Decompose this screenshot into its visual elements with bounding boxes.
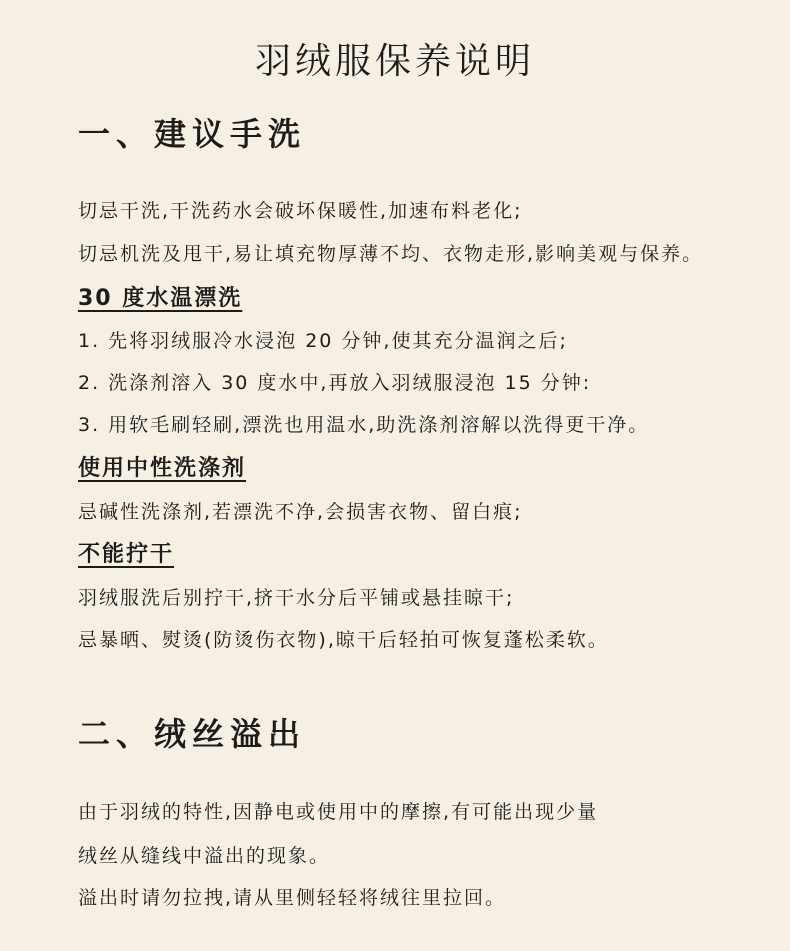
page-title: 羽绒服保养说明 xyxy=(254,41,535,82)
paragraph-line: 由于羽绒的特性,因静电或使用中的摩擦,有可能出现少量 xyxy=(78,801,599,823)
list-item: 3. 用软毛刷轻刷,漂洗也用温水,助洗涤剂溶解以洗得更干净。 xyxy=(78,414,650,436)
paragraph-line: 绒丝从缝线中溢出的现象。 xyxy=(78,845,331,867)
subheading-neutral-detergent: 使用中性洗涤剂 xyxy=(78,456,247,481)
paragraph-line: 溢出时请勿拉拽,请从里侧轻轻将绒往里拉回。 xyxy=(78,887,507,909)
paragraph-line: 忌暴晒、熨烫(防烫伤衣物),晾干后轻拍可恢复蓬松柔软。 xyxy=(78,629,609,651)
section-heading-hand-wash: 一、建议手洗 xyxy=(78,115,307,153)
paragraph-line: 切忌干洗,干洗药水会破坏保暖性,加速布料老化; xyxy=(78,200,523,222)
list-item: 2. 洗涤剂溶入 30 度水中,再放入羽绒服浸泡 15 分钟: xyxy=(78,372,592,394)
paragraph-line: 羽绒服洗后别拧干,挤干水分后平铺或悬挂晾干; xyxy=(78,587,515,609)
paragraph-line: 忌碱性洗涤剂,若漂洗不净,会损害衣物、留白痕; xyxy=(78,501,523,523)
subheading-water-temperature: 30 度水温漂洗 xyxy=(78,286,243,311)
paragraph-line: 切忌机洗及甩干,易让填充物厚薄不均、衣物走形,影响美观与保养。 xyxy=(78,243,704,265)
subheading-do-not-wring: 不能拧干 xyxy=(78,542,175,567)
list-item: 1. 先将羽绒服冷水浸泡 20 分钟,使其充分温润之后; xyxy=(78,330,568,352)
section-heading-down-leakage: 二、绒丝溢出 xyxy=(78,715,307,753)
